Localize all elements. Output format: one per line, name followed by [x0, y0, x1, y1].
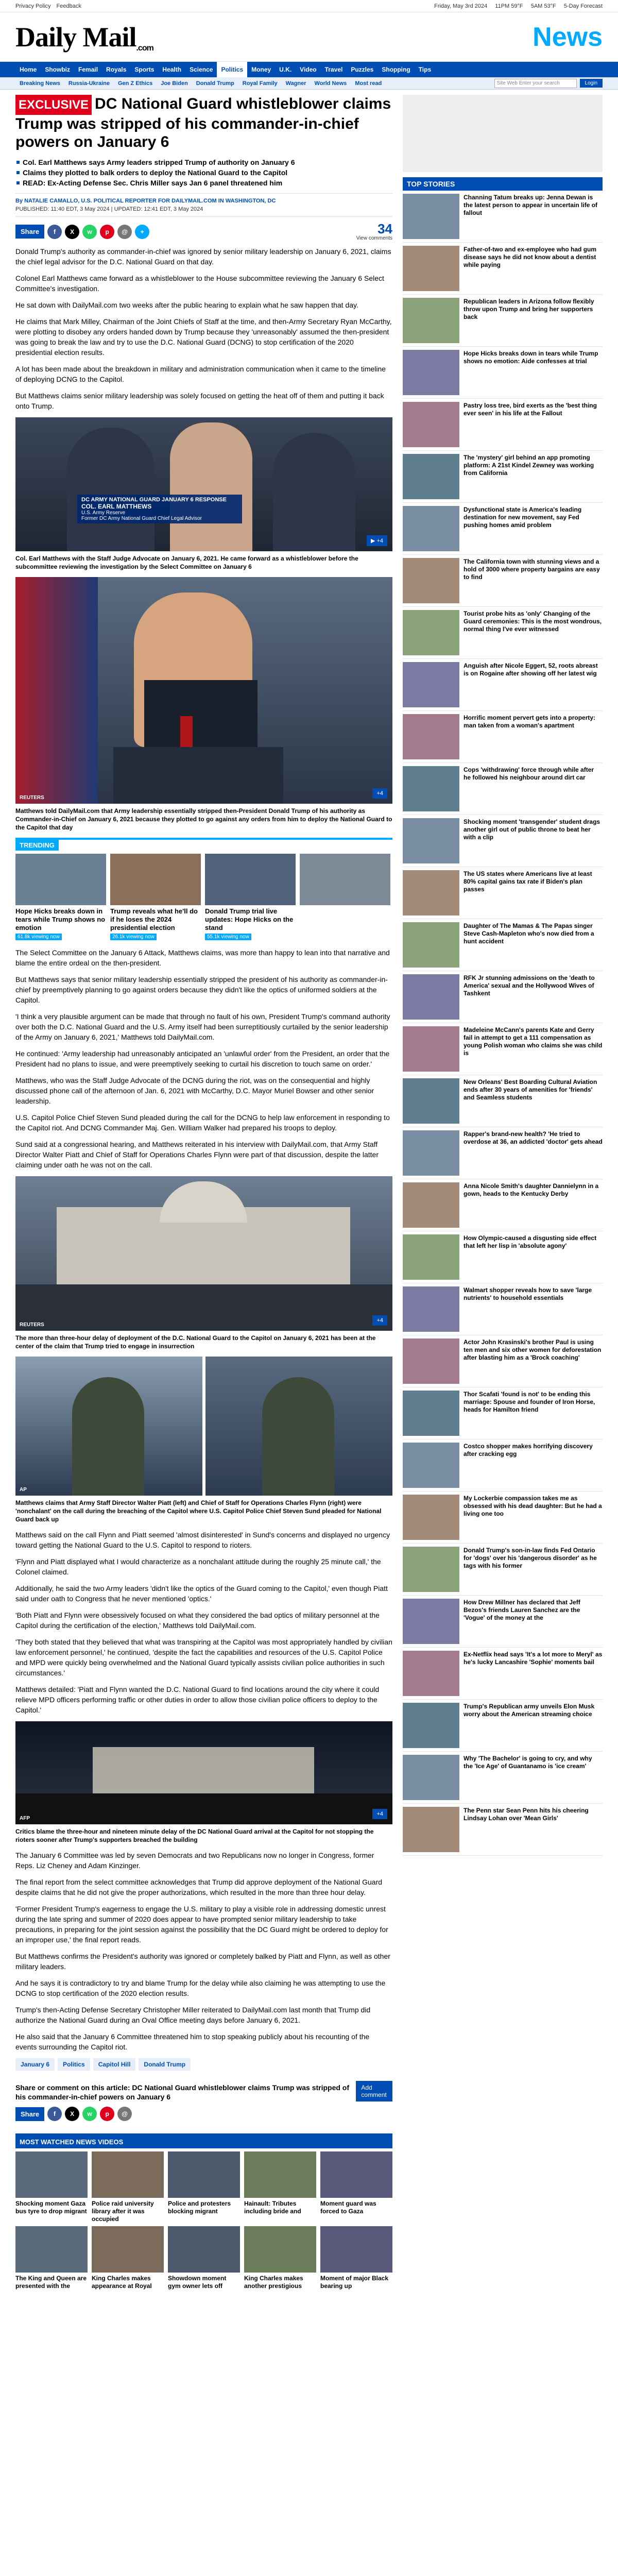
video-item[interactable] [168, 2226, 240, 2290]
article-image-night [15, 1721, 392, 1824]
sidebar-story-title[interactable]: Tourist probe hits as 'only' Changing of the Guard ceremonies: This is the most wondrous, normal thing I've ever witnessed [464, 610, 602, 633]
sidebar-story[interactable] [403, 1804, 603, 1856]
subnav-item[interactable]: Breaking News [20, 80, 60, 87]
article-paragraph: 'Flynn and Piatt displayed what I would characterize as a nonchalant attitude during the roughly 25 minute call,' the Colonel claimed. [15, 1557, 381, 1576]
video-title[interactable]: Police and protesters blocking migrant [168, 2200, 231, 2215]
sidebar-thumbnail[interactable] [403, 402, 459, 447]
sidebar-story-title[interactable]: Pastry loss tree, bird exerts as the 'best thing ever seen' in his life at the Fallout [464, 402, 597, 417]
nav-item-showbiz[interactable]: Showbiz [45, 66, 71, 73]
feedback-link[interactable]: Feedback [56, 3, 81, 9]
sidebar-story-title[interactable]: RFK Jr stunning admissions on the 'death to America' sexual and the Hollywood Wives of Tashkent [464, 974, 595, 997]
secondary-nav [0, 77, 618, 90]
topic-tag[interactable]: Donald Trump [139, 2058, 191, 2071]
most-watched-module [15, 2133, 392, 2290]
nav-item-travel[interactable]: Travel [324, 66, 343, 73]
play-video-button[interactable]: ▶ +4 [367, 535, 387, 546]
sidebar-thumbnail[interactable] [403, 506, 459, 551]
pinterest-icon[interactable]: p [100, 225, 114, 239]
sidebar-story-title[interactable]: The Penn star Sean Penn hits his cheering Lindsay Lohan over 'Mean Girls' [464, 1807, 589, 1822]
sidebar-story-title[interactable]: Anguish after Nicole Eggert, 52, roots abreast is on Rogaine after showing off her latest wig [464, 662, 598, 677]
trending-thumbnail[interactable] [300, 854, 390, 905]
sidebar-thumbnail[interactable] [403, 1338, 459, 1384]
sidebar-story-title[interactable]: New Orleans' Best Boarding Cultural Aviation ends after 30 years of amenities for 'friends' and Seamless students [464, 1078, 597, 1101]
sidebar-thumbnail[interactable] [403, 558, 459, 603]
sidebar-story[interactable] [403, 1179, 603, 1231]
subnav-item[interactable]: Russia-Ukraine [68, 80, 110, 87]
trending-title[interactable]: Donald Trump trial live updates: Hope Hicks on the stand [205, 907, 294, 931]
sidebar-story-title[interactable]: Walmart shopper reveals how to save 'large nutrients' to household essentials [464, 1286, 592, 1301]
sidebar-story-title[interactable]: The California town with stunning views and a hold of 3000 where property bargains are easy to find [464, 558, 600, 581]
article-tags [15, 2058, 392, 2071]
sidebar-story[interactable] [403, 1439, 603, 1492]
gallery-button[interactable]: +4 [372, 1809, 387, 1819]
subnav-item[interactable]: World News [314, 80, 347, 87]
sidebar-thumbnail[interactable] [403, 350, 459, 395]
article-paragraph: 'They both stated that they believed that what was transpiring at the Capitol was most appropriately handled by civilian law enforcement personnel,' he continued, 'despite the fact the capabilities and resources of the U.S. Capitol Police and MPD were quickly being overwhelmed and the National Guard typically assists civilian police authorities in such circumstances.' [15, 1638, 392, 1677]
sidebar-thumbnail[interactable] [403, 974, 459, 1020]
lower-third-title: DC ARMY NATIONAL GUARD JANUARY 6 RESPONSE [81, 497, 227, 503]
trending-thumbnail[interactable] [15, 854, 106, 905]
video-thumbnail[interactable] [320, 2151, 392, 2198]
video-title[interactable]: King Charles makes appearance at Royal [92, 2275, 152, 2290]
article-paragraph: He claims that Mark Milley, Chairman of the Joint Chiefs of Staff at the time, and then-Army Secretary Ryan McCarthy, were plotting to disobey any orders handed down by Trump because they 'unreasonably' assumed the then-president was going to break the law and try to use the D.C. National Guard (DCNG) to stop certification of the 2020 presidential election results. [15, 317, 392, 357]
sidebar-story-title[interactable]: Hope Hicks breaks down in tears while Trump shows no emotion: Aide confesses at trial [464, 350, 598, 365]
article-bullets [15, 157, 392, 188]
sidebar-story-title[interactable]: Madeleine McCann's parents Kate and Gerry fail in attempt to get a 111 compensation as young Polish woman who claims she was child is [464, 1026, 603, 1057]
masthead [0, 12, 618, 62]
article-image-matthews [15, 417, 392, 551]
lower-third [77, 495, 242, 523]
sidebar-story-title[interactable]: Actor John Krasinski's brother Paul is using ten men and six other women for deforestation after blasting him as a 'Brock coaching' [464, 1338, 602, 1361]
sidebar-story[interactable] [403, 971, 603, 1023]
image-caption: The more than three-hour delay of deployment of the D.C. National Guard to the Capitol on January 6, 2021 has been at the center of the claim that Trump tried to engage in insurrection [15, 1334, 376, 1350]
video-thumbnail[interactable] [168, 2226, 240, 2273]
sidebar-story[interactable] [403, 191, 603, 243]
nav-item-video[interactable]: Video [300, 66, 317, 73]
video-title[interactable]: Hainault: Tributes including bride and [244, 2200, 301, 2215]
sidebar-story-title[interactable]: Cops 'withdrawing' force through while after he followed his neighbour around dirt car [464, 766, 594, 781]
sidebar-story[interactable] [403, 295, 603, 347]
sidebar-thumbnail[interactable] [403, 246, 459, 291]
article-paragraph: And he says it is contradictory to try and blame Trump for the delay while also claiming he was attempting to use the DCNG to stop certification of the 2020 election results. [15, 1979, 386, 1997]
sidebar-thumbnail[interactable] [403, 870, 459, 916]
comments-label: View comments [356, 235, 392, 241]
nav-item-home[interactable]: Home [20, 66, 37, 73]
whatsapp-icon[interactable]: w [82, 225, 97, 239]
sidebar-story-title[interactable]: Rapper's brand-new health? 'He tried to overdose at 36, an addicted 'doctor' gets ahead [464, 1130, 603, 1145]
sidebar-story[interactable] [403, 347, 603, 399]
video-item[interactable] [15, 2151, 88, 2223]
sidebar-story[interactable] [403, 1387, 603, 1439]
image-caption: Matthews claims that Army Staff Director Walter Piatt (left) and Chief of Staff for Operations Charles Flynn (right) were 'nonchalant' on the call during the breaching of the Capitol where U.S. Capitol Police Chief Steven Sund pleaded for National Guard back up [15, 1499, 382, 1523]
whatsapp-icon[interactable]: w [82, 2107, 97, 2121]
sidebar-story[interactable] [403, 867, 603, 919]
dailymail-logo[interactable] [15, 21, 153, 53]
subnav-item[interactable]: Gen Z Ethics [117, 80, 153, 87]
sidebar-thumbnail[interactable] [403, 1755, 459, 1800]
share-button[interactable]: Share [15, 2107, 44, 2121]
sidebar-story-title[interactable]: Republican leaders in Arizona follow flexibly throw upon Trump and bring her supporters back [464, 298, 594, 320]
sidebar-thumbnail[interactable] [403, 818, 459, 863]
sidebar-story[interactable] [403, 555, 603, 607]
nav-item-money[interactable]: Money [251, 66, 271, 73]
privacy-link[interactable]: Privacy Policy [15, 3, 51, 9]
article-paragraph: But Matthews confirms the President's authority was ignored or completely balked by Piatt and Flynn, as well as other military leaders. [15, 1952, 390, 1971]
topic-tag[interactable]: January 6 [15, 2058, 55, 2071]
logo-text: Daily Mail [15, 21, 136, 53]
sidebar-story-title[interactable]: The 'mystery' girl behind an app promoting platform: A 21st Kindel Zewney was working from California [464, 454, 594, 477]
article-paragraph: Matthews, who was the Staff Judge Advocate of the DCNG during the riot, was on the consequential and highly discussed phone call of the afternoon of Jan. 6, 2021 with McCarthy, D.C. Mayor Muriel Bowser and other senior leadership. [15, 1076, 374, 1105]
video-item[interactable] [168, 2151, 240, 2223]
sidebar-thumbnail[interactable] [403, 1651, 459, 1696]
share-button[interactable]: Share [15, 225, 44, 239]
nav-item-science[interactable]: Science [190, 66, 213, 73]
top-stories-header: TOP STORIES [403, 177, 603, 191]
facebook-icon[interactable]: f [47, 2107, 62, 2121]
sidebar-story-title[interactable]: Trump's Republican army unveils Elon Musk worry about the American streaming choice [464, 1703, 595, 1718]
article-paragraph: U.S. Capitol Police Chief Steven Sund pleaded during the call for the DCNG to help law enforcement in responding to the Capitol riot. And DCNG Commander Maj. Gen. William Walker had prepared his troops to deploy. [15, 1113, 390, 1132]
article-image-generals [15, 1357, 392, 1496]
nav-item-puzzles[interactable]: Puzzles [351, 66, 374, 73]
video-item[interactable] [92, 2226, 164, 2290]
sidebar-story-title[interactable]: Horrific moment pervert gets into a property: man taken from a woman's apartment [464, 714, 596, 729]
sidebar-story[interactable] [403, 1023, 603, 1075]
trending-item[interactable] [300, 854, 390, 940]
forecast-link[interactable]: 5-Day Forecast [563, 3, 603, 9]
sidebar-thumbnail[interactable] [403, 1078, 459, 1124]
article-paragraph: Matthews detailed: 'Piatt and Flynn wanted the D.C. National Guard to find locations around the city where it could relieve MPD officers performing traffic or other duties in order to allow those civilian police officers to deploy to the Capitol.' [15, 1685, 380, 1714]
comments-counter[interactable] [356, 222, 392, 241]
bullet-item: Col. Earl Matthews says Army leaders stripped Trump of authority on January 6 [15, 157, 392, 167]
nav-item-u-k-[interactable]: U.K. [279, 66, 292, 73]
sidebar-story-title[interactable]: Thor Scafati 'found is not' to be ending this marriage: Spouse and founder of Iron Horse, heads for Hamilton friend [464, 1391, 595, 1413]
video-thumbnail[interactable] [92, 2226, 164, 2273]
article-column [15, 95, 392, 2290]
sidebar-story[interactable] [403, 399, 603, 451]
sidebar-thumbnail[interactable] [403, 1443, 459, 1488]
sidebar-story[interactable] [403, 1075, 603, 1127]
article-paragraph: Additionally, he said the two Army leaders 'didn't like the optics of the Guard coming to the Capitol,' even though Piatt said under oath to Congress that he never mentioned 'optics.' [15, 1584, 388, 1603]
article-paragraph: Colonel Earl Matthews came forward as a whistleblower to the House subcommittee reviewing the January 6 Select Committee's investigation. [15, 274, 384, 293]
image-source: REUTERS [20, 1322, 44, 1328]
twitter-icon[interactable]: X [65, 2107, 79, 2121]
sidebar-story[interactable] [403, 607, 603, 659]
sidebar-thumbnail[interactable] [403, 1391, 459, 1436]
sidebar-story[interactable] [403, 1492, 603, 1544]
sidebar-story[interactable] [403, 1752, 603, 1804]
sidebar-story[interactable] [403, 659, 603, 711]
sidebar-story[interactable] [403, 1700, 603, 1752]
sidebar-story[interactable] [403, 1335, 603, 1387]
sidebar-story-title[interactable]: How Olympic-caused a disgusting side effect that left her lisp in 'absolute agony' [464, 1234, 597, 1249]
share-bar-bottom [15, 2102, 392, 2126]
article-paragraph: The final report from the select committee acknowledges that Trump did approve deployment of the National Guard despite claims that he did not give the proper authorizations, which resulted in the more than three hour delay. [15, 1878, 383, 1896]
trending-title[interactable]: Trump reveals what he'll do if he loses the 2024 presidential election [110, 907, 198, 931]
video-title[interactable]: Shocking moment Gaza bus tyre to drop migrant [15, 2200, 87, 2215]
sidebar-thumbnail[interactable] [403, 662, 459, 707]
published-line: PUBLISHED: 11:40 EDT, 3 May 2024 | UPDATED: 12:41 EDT, 3 May 2024 [15, 206, 203, 212]
pinterest-icon[interactable]: p [100, 2107, 114, 2121]
sidebar-story[interactable] [403, 1648, 603, 1700]
sidebar-story-title[interactable]: Ex-Netflix head says 'It's a lot more to Meryl' as he's lucky Lancashire 'Sophie' moments bail [464, 1651, 603, 1666]
trending-views: 61.8k viewing now [15, 934, 62, 940]
date-text: Friday, May 3rd 2024 [434, 3, 488, 9]
nav-item-sports[interactable]: Sports [134, 66, 154, 73]
sidebar-story-title[interactable]: Costco shopper makes horrifying discovery after cracking egg [464, 1443, 593, 1458]
article-paragraph: But Matthews says that senior military leadership essentially stripped the president of his authority as commander-in-chief by preemptively planning to go against orders because they didn't like the optics of uniformed soldiers at the Capitol. [15, 975, 388, 1004]
sidebar-thumbnail[interactable] [403, 1182, 459, 1228]
sidebar-story-title[interactable]: Father-of-two and ex-employee who had gum disease says he did not know about a dentist while paying [464, 246, 597, 268]
comments-count: 34 [377, 221, 392, 236]
trending-title[interactable]: Hope Hicks breaks down in tears while Trump shows no emotion [15, 907, 106, 931]
subnav-item[interactable]: Royal Family [242, 80, 278, 87]
exclusive-badge: EXCLUSIVE [15, 95, 92, 115]
sidebar-thumbnail[interactable] [403, 1703, 459, 1748]
sidebar-thumbnail[interactable] [403, 194, 459, 239]
trending-views: 55.1k viewing now [205, 934, 251, 940]
sidebar-thumbnail[interactable] [403, 1130, 459, 1176]
image-source: REUTERS [20, 795, 44, 801]
sidebar-story-title[interactable]: The US states where Americans live at least 80% capital gains tax rate if Biden's plan passes [464, 870, 592, 893]
trending-item[interactable] [110, 854, 201, 940]
article-image-trump [15, 577, 392, 804]
image-caption: Matthews told DailyMail.com that Army leadership essentially stripped then-President Donald Trump of his authority as Commander-in-Chief on January 6, 2021 because they plotted to go against any orders from him to deploy the National Guard to the Capitol that day [15, 807, 392, 831]
sidebar-thumbnail[interactable] [403, 1495, 459, 1540]
topic-tag[interactable]: Politics [58, 2058, 90, 2071]
sidebar-story-title[interactable]: Donald Trump's son-in-law finds Fed Ontario for 'dogs' over his 'dangerous disorder' as he tags with his former [464, 1547, 597, 1569]
byline [15, 193, 392, 217]
video-item[interactable] [320, 2151, 392, 2223]
subnav-item[interactable]: Wagner [285, 80, 306, 87]
article-paragraph: He sat down with DailyMail.com two weeks after the public hearing to explain what he saw happen that day. [15, 301, 358, 309]
article-paragraph: Trump's then-Acting Defense Secretary Christopher Miller reiterated to DailyMail.com last month that Trump did authorize the National Guard during an Oval Office meeting days before January 6, 2021. [15, 2006, 371, 2024]
trending-views: 26.1k viewing now [110, 934, 157, 940]
video-thumbnail[interactable] [320, 2226, 392, 2273]
author-line[interactable]: By NATALIE CAMALLO, U.S. POLITICAL REPORTER FOR DAILYMAIL.COM IN WASHINGTON, DC [15, 198, 276, 204]
article-paragraph: He continued: 'Army leadership had unreasonably anticipated an 'unlawful order' from the President, an order that the President had no plans to issue, and were preemptively seeking to curtail his discretion to touch same on order.' [15, 1049, 390, 1068]
sidebar-story[interactable] [403, 919, 603, 971]
sidebar-story[interactable] [403, 451, 603, 503]
article-paragraph: 'Former President Trump's eagerness to engage the U.S. military to play a visible role in addressing domestic unrest during the late spring and summer of 2020 does appear to have prompted senior military leadership to take precautions, in preparing for the joint session against the possibility that the DC Guard might be ordered to deploy for an improper use,' the final report reads. [15, 1905, 388, 1944]
email-icon[interactable]: @ [117, 225, 132, 239]
sidebar-story-title[interactable]: Dysfunctional state is America's leading destination for new movement, say Fed pushing homes amid problem [464, 506, 582, 529]
topic-tag[interactable]: Capitol Hill [93, 2058, 136, 2071]
lower-third-name: COL. EARL MATTHEWS [81, 503, 152, 510]
logo-sub: .com [136, 43, 153, 53]
subnav-item[interactable]: Most read [355, 80, 382, 87]
sidebar-story[interactable] [403, 1596, 603, 1648]
channel-title[interactable]: News [533, 22, 603, 52]
video-thumbnail[interactable] [244, 2151, 316, 2198]
top-strip [0, 0, 618, 12]
trending-item[interactable] [15, 854, 106, 940]
video-title[interactable]: The King and Queen are presented with the [15, 2275, 87, 2290]
sidebar-story[interactable] [403, 243, 603, 295]
weather-later: 5AM 53°F [530, 3, 556, 9]
trending-module [15, 838, 392, 940]
nav-item-politics[interactable]: Politics [217, 62, 247, 77]
video-title[interactable]: Showdown moment gym owner lets off [168, 2275, 227, 2290]
sidebar-story[interactable] [403, 815, 603, 867]
facebook-icon[interactable]: f [47, 225, 62, 239]
video-thumbnail[interactable] [15, 2226, 88, 2273]
sidebar-story[interactable] [403, 503, 603, 555]
video-title[interactable]: Police raid university library after it was occupied [92, 2200, 154, 2223]
sidebar-story[interactable] [403, 711, 603, 763]
nav-item-health[interactable]: Health [162, 66, 182, 73]
sidebar-story-title[interactable]: Daughter of The Mamas & The Papas singer Steve Cash-Mapleton who's now died from a hunt accident [464, 922, 594, 945]
bullet-item[interactable]: READ: Ex-Acting Defense Sec. Chris Miller says Jan 6 panel threatened him [15, 178, 392, 188]
nav-item-femail[interactable]: Femail [78, 66, 98, 73]
video-item[interactable] [15, 2226, 88, 2290]
search-login [494, 79, 603, 88]
sidebar-thumbnail[interactable] [403, 1599, 459, 1644]
article-paragraph: Donald Trump's authority as commander-in-chief was ignored by senior military leadership on January 6, 2021, claims the chief legal advisor for the D.C. National Guard on that day. [15, 247, 391, 266]
search-input[interactable]: Site Web Enter your search [494, 79, 577, 88]
video-item[interactable] [244, 2226, 316, 2290]
bullet-item: Claims they plotted to balk orders to deploy the National Guard to the Capitol [15, 167, 392, 178]
lower-third-rank: U.S. Army Reserve [81, 510, 126, 516]
share-icon[interactable]: + [135, 225, 149, 239]
video-thumbnail[interactable] [15, 2151, 88, 2198]
subnav-item[interactable]: Joe Biden [161, 80, 188, 87]
video-title[interactable]: King Charles makes another prestigious [244, 2275, 303, 2290]
gallery-button[interactable]: +4 [372, 1315, 387, 1326]
add-comment-button[interactable]: Add comment [356, 2081, 392, 2102]
sidebar-story-title[interactable]: Shocking moment 'transgender' student drags another girl out of public throne to beat her with a clip [464, 818, 600, 841]
article-paragraph: Sund said at a congressional hearing, and Matthews reiterated in his interview with DailyMail.com, that Army Staff Director Walter Piatt and Chief of Staff for Operations Charles Flynn were part of that discussion, despite the latter claiming under oath he was not on the call. [15, 1140, 379, 1169]
sidebar-thumbnail[interactable] [403, 1026, 459, 1072]
article-paragraph: A lot has been made about the breakdown in military and administration communication when it came to the timeline of deploying DCNG to the Capitol. [15, 365, 386, 383]
sidebar-thumbnail[interactable] [403, 922, 459, 968]
article-paragraph: Matthews said on the call Flynn and Piatt seemed 'almost disinterested' in Sund's concerns and displayed no urgency toward getting the National Guard to the U.S. Capitol to respond to rioters. [15, 1531, 390, 1549]
primary-nav [0, 62, 618, 77]
video-title[interactable]: Moment guard was forced to Gaza [320, 2200, 376, 2215]
nav-item-tips[interactable]: Tips [418, 66, 432, 73]
video-item[interactable] [320, 2226, 392, 2290]
login-button[interactable]: Login [580, 79, 603, 88]
article-headline [15, 95, 392, 151]
sidebar-thumbnail[interactable] [403, 1547, 459, 1592]
sidebar-story-title[interactable]: My Lockerbie compassion takes me as obsessed with his dead daughter: But he had a living one too [464, 1495, 602, 1517]
headline-text: DC National Guard whistleblower claims Trump was stripped of his commander-in-chief powers on January 6 [15, 95, 391, 150]
trending-item[interactable] [205, 854, 296, 940]
image-source: AFP [20, 1816, 30, 1821]
sidebar-thumbnail[interactable] [403, 766, 459, 811]
sidebar-thumbnail[interactable] [403, 610, 459, 655]
subnav-item[interactable]: Donald Trump [196, 80, 234, 87]
video-thumbnail[interactable] [92, 2151, 164, 2198]
sidebar-story[interactable] [403, 1283, 603, 1335]
nav-item-royals[interactable]: Royals [106, 66, 127, 73]
article-image-capitol [15, 1176, 392, 1331]
sidebar-story[interactable] [403, 1544, 603, 1596]
trending-label: TRENDING [15, 840, 59, 851]
article-paragraph: The January 6 Committee was led by seven Democrats and two Republicans now no longer in Congress, former Reps. Liz Cheney and Adam Kinzinger. [15, 1851, 374, 1870]
weather-now: 11PM 59°F [495, 3, 523, 9]
most-watched-label: MOST WATCHED NEWS VIDEOS [15, 2136, 392, 2148]
video-item[interactable] [92, 2151, 164, 2223]
article-paragraph: The Select Committee on the January 6 Attack, Matthews claims, was more than happy to lean into that narrative and blame the entire ordeal on the then-president. [15, 948, 390, 967]
advertisement[interactable] [403, 95, 603, 172]
sidebar-thumbnail[interactable] [403, 714, 459, 759]
sidebar-thumbnail[interactable] [403, 1234, 459, 1280]
video-thumbnail[interactable] [244, 2226, 316, 2273]
video-thumbnail[interactable] [168, 2151, 240, 2198]
image-source: AP [20, 1487, 27, 1493]
sidebar-story-title[interactable]: Why 'The Bachelor' is going to cry, and why the 'Ice Age' of Guantanamo is 'ice cream' [464, 1755, 592, 1770]
sidebar-thumbnail[interactable] [403, 1807, 459, 1852]
lower-third-role: Former DC Army National Guard Chief Legal Advisor [81, 516, 202, 521]
video-title[interactable]: Moment of major Black bearing up [320, 2275, 389, 2290]
article-paragraph: 'Both Piatt and Flynn were obsessively focused on what they considered the bad optics of military personnel at the Capitol during the certification of the election,' Matthews told DailyMail.com. [15, 1611, 380, 1630]
email-icon[interactable]: @ [117, 2107, 132, 2121]
image-caption: Critics blame the three-hour and nineteen minute delay of the DC National Guard arrival at the Capitol for not stopping the rioters sooner after Trump's supporters breached the building [15, 1828, 374, 1843]
sidebar-story-title[interactable]: Anna Nicole Smith's daughter Dannielynn in a gown, heads to the Kentucky Derby [464, 1182, 599, 1197]
share-bar [15, 217, 392, 246]
sidebar-story-title[interactable]: Channing Tatum breaks up: Jenna Dewan is the latest person to appear in uncertain life of fallout [464, 194, 598, 216]
video-item[interactable] [244, 2151, 316, 2223]
article-paragraph: He also said that the January 6 Committee threatened him to stop speaking publicly about his recounting of the events surrounding the Capitol riot. [15, 2032, 370, 2051]
twitter-icon[interactable]: X [65, 225, 79, 239]
trending-thumbnail[interactable] [205, 854, 296, 905]
sidebar-thumbnail[interactable] [403, 298, 459, 343]
image-caption: Col. Earl Matthews with the Staff Judge Advocate on January 6, 2021. He came forward as a whistleblower before the subcommittee reviewing the investigation by the Select Committee on January 6 [15, 555, 358, 570]
article-paragraph: 'I think a very plausible argument can be made that through no fault of his own, President Trump's command authority over both the D.C. National Guard and the U.S. Army itself had been surreptitiously curtailed by the senior leadership of the Army on January 6, 2021,' Matthews told DailyMail.com. [15, 1012, 390, 1041]
article-paragraph: But Matthews claims senior military leadership was solely focused on getting the heat off of them and putting it back onto Trump. [15, 392, 384, 410]
gallery-button[interactable]: +4 [372, 788, 387, 799]
nav-item-shopping[interactable]: Shopping [382, 66, 410, 73]
sidebar-thumbnail[interactable] [403, 454, 459, 499]
sidebar-story[interactable] [403, 1231, 603, 1283]
trending-thumbnail[interactable] [110, 854, 201, 905]
sidebar [403, 95, 603, 2290]
sidebar-story[interactable] [403, 763, 603, 815]
sidebar-thumbnail[interactable] [403, 1286, 459, 1332]
sidebar-story-title[interactable]: How Drew Millner has declared that Jeff Bezos's friends Lauren Sanchez are the 'Vogue' of the money at the [464, 1599, 580, 1621]
share-comment-prompt: Share or comment on this article: DC National Guard whistleblower claims Trump was stripped of his commander-in-chief powers on January 6 [15, 2083, 350, 2101]
sidebar-story[interactable] [403, 1127, 603, 1179]
